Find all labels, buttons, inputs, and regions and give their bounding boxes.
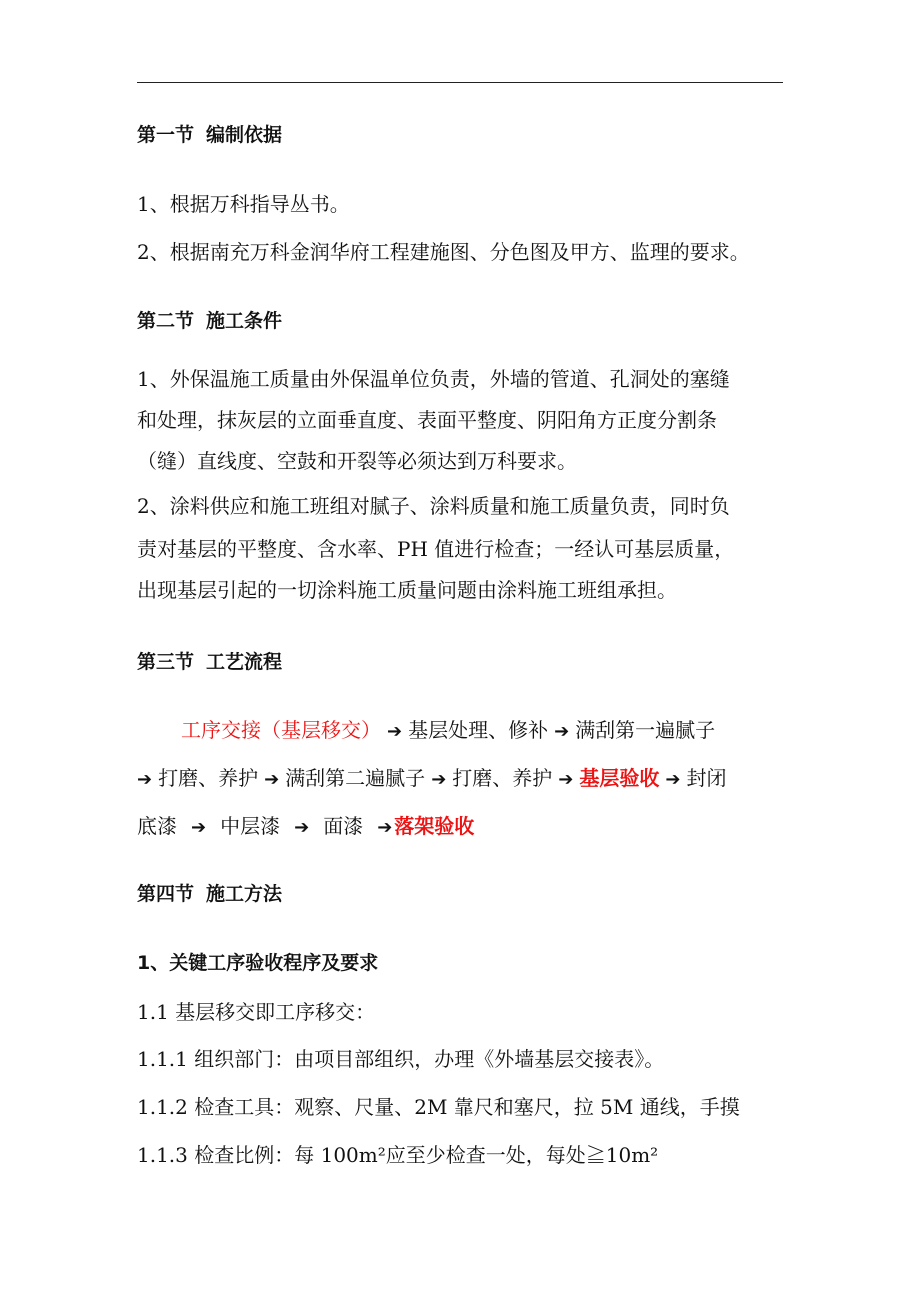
paragraph-line: 1.1.3 检查比例：每 100m²应至少检查一处，每处≧10m² [137, 1143, 659, 1167]
arrow-right-icon: ➔ [264, 769, 280, 790]
paragraph-line: 1.1.2 检查工具：观察、尺量、2M 靠尺和塞尺，拉 5M 通线，手摸 [137, 1095, 740, 1119]
paragraph-line: 和处理，抹灰层的立面垂直度、表面平整度、阴阳角方正度分割条 [137, 408, 717, 432]
section-heading-2 [137, 307, 282, 335]
arrow-right-icon: ➔ [377, 817, 393, 838]
section-heading-1 [137, 121, 282, 149]
flow-step-seal-primer-part2: 底漆 [137, 814, 177, 838]
arrow-right-icon: ➔ [387, 721, 403, 742]
section-title: 施工方法 [206, 883, 283, 905]
arrow-right-icon: ➔ [294, 817, 310, 838]
process-flow-line-2 [137, 764, 726, 794]
section-title: 施工条件 [206, 310, 283, 332]
process-flow-line-3 [137, 812, 474, 842]
paragraph-line: 出现基层引起的一切涂料施工质量问题由涂料施工班组承担。 [137, 578, 677, 602]
subsection-heading: 1、关键工序验收程序及要求 [137, 952, 379, 974]
arrow-right-icon: ➔ [558, 769, 574, 790]
arrow-right-icon: ➔ [665, 769, 681, 790]
arrow-right-icon: ➔ [137, 769, 153, 790]
flow-step-middle-coat: 中层漆 [220, 814, 281, 838]
flow-step-base-treatment: 基层处理、修补 [408, 718, 549, 742]
section-number: 第一节 [137, 124, 195, 146]
flow-step-base-acceptance: 基层验收 [579, 766, 660, 790]
flow-step-sanding-2: 打磨、养护 [452, 766, 553, 790]
paragraph-line: 2、根据南充万科金润华府工程建施图、分色图及甲方、监理的要求。 [137, 240, 750, 264]
paragraph-line: 2、涂料供应和施工班组对腻子、涂料质量和施工质量负责，同时负 [137, 494, 730, 518]
paragraph-line: 1.1.1 组织部门：由项目部组织，办理《外墙基层交接表》。 [137, 1047, 665, 1071]
section-heading-4 [137, 880, 282, 908]
paragraph-line: 1、外保温施工质量由外保温单位负责，外墙的管道、孔洞处的塞缝 [137, 367, 730, 391]
flow-step-handover: 工序交接（基层移交） [181, 718, 381, 742]
section-title: 编制依据 [206, 124, 283, 146]
header-rule [137, 82, 783, 83]
flow-step-sanding-1: 打磨、养护 [158, 766, 259, 790]
section-number: 第四节 [137, 883, 195, 905]
paragraph-line: 1、根据万科指导丛书。 [137, 192, 350, 216]
arrow-right-icon: ➔ [554, 721, 570, 742]
flow-step-top-coat: 面漆 [323, 814, 364, 838]
section-number: 第三节 [137, 651, 195, 673]
section-number: 第二节 [137, 310, 195, 332]
flow-step-first-putty: 满刮第一遍腻子 [575, 718, 716, 742]
arrow-right-icon: ➔ [431, 769, 447, 790]
flow-step-second-putty: 满刮第二遍腻子 [285, 766, 426, 790]
paragraph-line: （缝）直线度、空鼓和开裂等必须达到万科要求。 [137, 449, 577, 473]
flow-step-final-acceptance: 落架验收 [394, 814, 475, 838]
subsection-heading-1-1: 1.1 基层移交即工序移交： [137, 1000, 376, 1024]
arrow-right-icon: ➔ [191, 817, 207, 838]
section-title: 工艺流程 [206, 651, 283, 673]
process-flow-line-1 [181, 716, 715, 746]
section-heading-3 [137, 648, 282, 676]
flow-step-seal-primer-part1: 封闭 [686, 766, 727, 790]
paragraph-line: 责对基层的平整度、含水率、PH 值进行检查；一经认可基层质量， [137, 537, 735, 561]
